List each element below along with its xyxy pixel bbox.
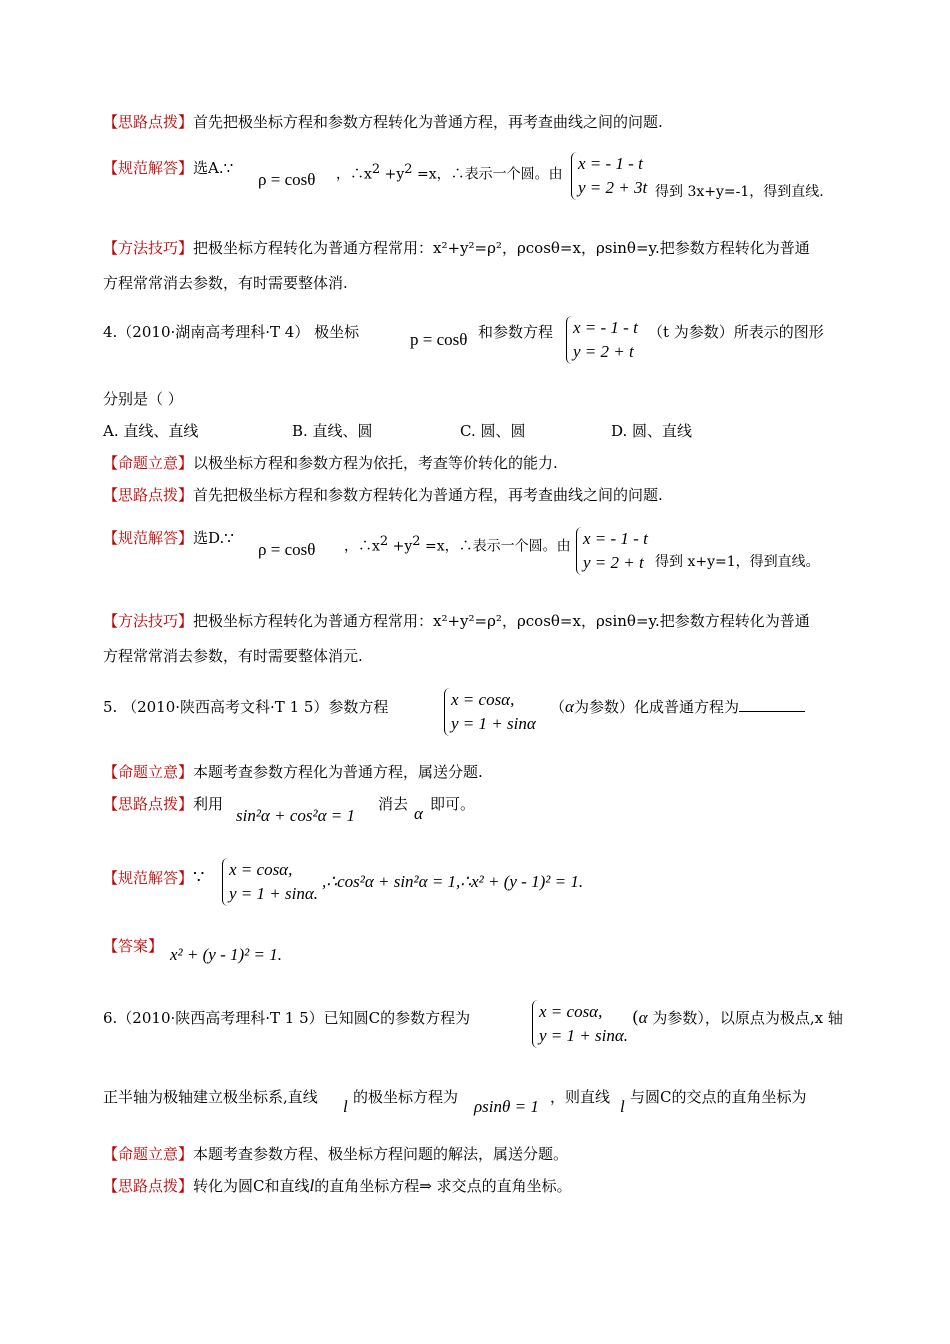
q6-tail bbox=[632, 1008, 843, 1028]
q4-silu-text: 首先把极坐标方程和参数方程转化为普通方程，再考查曲线之间的问题. bbox=[193, 486, 663, 504]
silu-tag: 【思路点拨】 bbox=[103, 1177, 194, 1195]
q4-mid1: ，∴x bbox=[344, 538, 380, 555]
q5-silu-alpha: α bbox=[414, 804, 423, 823]
p3-mid2: =x，∴表示一个圆。由 bbox=[412, 166, 563, 183]
p3-rho-eq: ρ = cosθ bbox=[258, 170, 316, 189]
q6-mingti-text: 本题考查参数方程、极坐标方程问题的解法，属送分题。 bbox=[193, 1145, 569, 1163]
guifan-tag: 【规范解答】 bbox=[103, 529, 194, 547]
q4-sys-line2: y = 2 + t bbox=[573, 342, 634, 361]
q5-head: 5. （2010·陕西高考文科·T 1 5）参数方程 bbox=[103, 698, 389, 716]
answer-blank[interactable] bbox=[739, 697, 805, 712]
q5-silu-mid: 消去 bbox=[378, 795, 409, 813]
guifan-tag: 【规范解答】 bbox=[103, 869, 194, 887]
q4-rho-eq: ρ = cosθ bbox=[258, 540, 316, 559]
q4-mingti-line bbox=[103, 453, 558, 473]
q5-sys-line2: y = 1 + sinα bbox=[451, 714, 536, 733]
q4-guifan-mid bbox=[344, 532, 571, 557]
p3-silu-text: 首先把极坐标方程和参数方程转化为普通方程，再考查曲线之间的问题. bbox=[193, 113, 663, 131]
q4-guifan-pre: 选D.∵ bbox=[193, 529, 234, 547]
mingti-tag: 【命题立意】 bbox=[103, 454, 194, 472]
q4-option-a: A. 直线、直线 bbox=[103, 422, 199, 440]
q5-mid: （ bbox=[550, 698, 566, 716]
q4-line2: 分别是（ ） bbox=[103, 390, 183, 408]
q6-line2c: ，则直线 bbox=[550, 1088, 611, 1106]
q4-tail: （t 为参数）所表示的图形 bbox=[648, 323, 824, 341]
q4-param-system bbox=[566, 316, 638, 364]
p3-fangfa-text1: 把极坐标方程转化为普通方程常用：x²+y²=ρ²，ρcosθ=x，ρsinθ=y.把参数方程转化为普通 bbox=[193, 239, 810, 257]
p3-fangfa-line1 bbox=[103, 238, 810, 258]
q5-tail bbox=[550, 697, 805, 717]
p3-param-system bbox=[571, 152, 647, 200]
q6-silu-b: 的直角坐标方程⇒ 求交点的直角坐标。 bbox=[314, 1177, 572, 1195]
q4-sys2-line1: x = - 1 - t bbox=[583, 529, 648, 548]
q6-paren: ( bbox=[632, 1008, 639, 1028]
q4-guifan-post: 得到 x+y=1，得到直线。 bbox=[655, 554, 820, 570]
q5-because: ∵ bbox=[193, 867, 205, 888]
q5-mingti-text: 本题考查参数方程化为普通方程，属送分题. bbox=[193, 763, 483, 781]
q4-plus-y: +y bbox=[388, 538, 413, 555]
q6-sys-line1: x = cosα, bbox=[539, 1002, 603, 1021]
q5-guifan-system bbox=[222, 858, 318, 906]
q5-sys-line1: x = cosα, bbox=[451, 690, 515, 709]
q6-param-system bbox=[532, 1000, 628, 1048]
q5-guifan-eq: ,∴cos²α + sin²α = 1,∴x² + (y - 1)² = 1. bbox=[322, 872, 584, 891]
q4-guifan-label bbox=[103, 528, 234, 548]
q4-guifan-system bbox=[576, 527, 648, 575]
q5-guifan-sys-line1: x = cosα, bbox=[229, 860, 293, 879]
q5-silu-pre: 利用 bbox=[193, 795, 224, 813]
q4-fangfa-line2: 方程常常消去参数，有时需要整体消元. bbox=[103, 647, 363, 665]
q4-head: 4.（2010·湖南高考理科·T 4） 极坐标 bbox=[103, 323, 360, 341]
q6-silu-line bbox=[103, 1176, 572, 1196]
q4-silu-line bbox=[103, 485, 663, 505]
q6-line2d: 与圆C的交点的直角坐标为 bbox=[630, 1088, 807, 1106]
q4-option-d: D. 圆、直线 bbox=[611, 422, 693, 440]
q4-sup-b: 2 bbox=[412, 534, 421, 549]
q6-mingti-line bbox=[103, 1144, 568, 1164]
q4-fangfa-text1: 把极坐标方程转化为普通方程常用：x²+y²=ρ²，ρcosθ=x，ρsinθ=y.把参数方程转化为普通 bbox=[193, 612, 810, 630]
q6-line2a: 正半轴为极轴建立极坐标系,直线 bbox=[103, 1088, 318, 1106]
p3-plus-y: +y bbox=[380, 166, 405, 183]
q6-line2b: 的极坐标方程为 bbox=[353, 1088, 459, 1106]
q6-tail-text: 为参数），以原点为极点,x 轴 bbox=[647, 1009, 843, 1027]
p3-sup-b: 2 bbox=[404, 162, 413, 177]
p3-mid1: ，∴x bbox=[336, 166, 372, 183]
guifan-tag: 【规范解答】 bbox=[103, 159, 194, 177]
p3-sys-line1: x = - 1 - t bbox=[578, 154, 643, 173]
q5-param-system bbox=[444, 688, 536, 736]
q6-l-var2: l bbox=[620, 1097, 625, 1116]
p3-guifan-pre: 选A.∵ bbox=[193, 159, 234, 177]
p3-sys-line2: y = 2 + 3t bbox=[578, 178, 648, 197]
q5-guifan-label bbox=[103, 868, 204, 888]
fangfa-tag: 【方法技巧】 bbox=[103, 239, 194, 257]
p3-silu-line bbox=[103, 112, 663, 132]
q4-sys-line1: x = - 1 - t bbox=[573, 318, 638, 337]
q5-alpha: α bbox=[565, 697, 574, 716]
p3-guifan-mid bbox=[336, 160, 563, 185]
q6-head: 6.（2010·陕西高考理科·T 1 5）已知圆C的参数方程为 bbox=[103, 1009, 471, 1027]
mingti-tag: 【命题立意】 bbox=[103, 1145, 194, 1163]
fangfa-tag: 【方法技巧】 bbox=[103, 612, 194, 630]
mingti-tag: 【命题立意】 bbox=[103, 763, 194, 781]
q4-mingti-text: 以极坐标方程和参数方程为依托，考查等价转化的能力. bbox=[193, 454, 558, 472]
q4-mid: 和参数方程 bbox=[478, 323, 554, 341]
silu-tag: 【思路点拨】 bbox=[103, 113, 194, 131]
q4-sup-a: 2 bbox=[379, 534, 389, 549]
p3-sup-a: 2 bbox=[371, 162, 381, 177]
daan-tag: 【答案】 bbox=[103, 937, 164, 955]
q6-silu-l: l bbox=[309, 1176, 315, 1195]
q6-sys-line2: y = 1 + sinα. bbox=[539, 1026, 629, 1045]
q6-alpha: α bbox=[638, 1008, 648, 1027]
q4-mid2: =x，∴表示一个圆。由 bbox=[420, 538, 571, 555]
q5-guifan-sys-line2: y = 1 + sinα. bbox=[229, 884, 319, 903]
q4-p-eq: p = cosθ bbox=[410, 330, 468, 349]
q5-silu-post: 即可。 bbox=[430, 795, 476, 813]
q5-silu-line bbox=[103, 794, 223, 814]
q4-sys2-line2: y = 2 + t bbox=[583, 553, 644, 572]
p3-guifan-label bbox=[103, 158, 233, 178]
q4-option-c: C. 圆、圆 bbox=[460, 422, 526, 440]
q5-mingti-line bbox=[103, 762, 483, 782]
p3-guifan-post: 得到 3x+y=-1，得到直线. bbox=[655, 184, 824, 200]
silu-tag: 【思路点拨】 bbox=[103, 486, 194, 504]
q4-option-b: B. 直线、圆 bbox=[292, 422, 373, 440]
q5-tail-text: 为参数）化成普通方程为 bbox=[573, 698, 739, 716]
silu-tag: 【思路点拨】 bbox=[103, 795, 194, 813]
q6-line-eq: ρsinθ = 1 bbox=[474, 1097, 539, 1116]
q6-l-var: l bbox=[343, 1097, 348, 1116]
q6-silu-a: 转化为圆C和直线 bbox=[193, 1177, 310, 1195]
q4-fangfa-line1 bbox=[103, 611, 810, 631]
q5-daan-label bbox=[103, 936, 163, 956]
q5-silu-eq: sin²α + cos²α = 1 bbox=[236, 806, 355, 825]
p3-fangfa-line2: 方程常常消去参数，有时需要整体消. bbox=[103, 274, 348, 292]
q5-daan-eq: x² + (y - 1)² = 1. bbox=[170, 945, 282, 964]
